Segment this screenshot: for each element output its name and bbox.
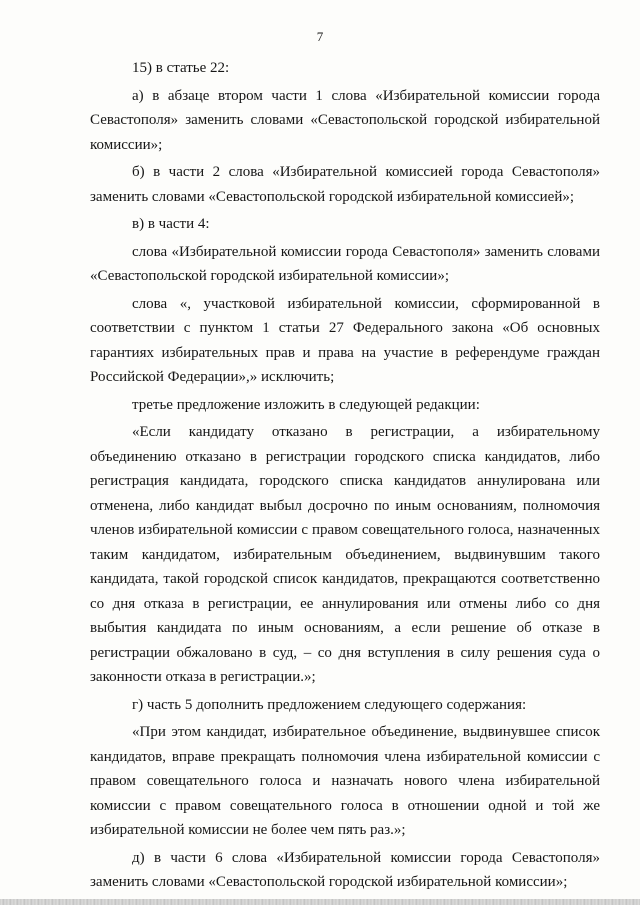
article-22-heading: 15) в статье 22: [132,60,230,76]
amendment-b: б) в части 2 слова «Избирательной комиссией города Севастополя» заменить словами «Севастопольской городской избирательной комиссией»; [90,164,600,205]
amendment-g-text: «При этом кандидат, избирательное объединение, выдвинувшее список кандидатов, вправе прекращать полномочия члена избирательной комиссии с правом совещательного голоса и назначать нового члена избирательной комиссии с правом совещательного голоса в отношении одной и той же избирательной комиссии не более чем пять раз.»; [90,724,600,838]
page-number: 7 [316,29,324,44]
scan-border-strip [0,899,640,905]
amendment-d: д) в части 6 слова «Избирательной комиссии города Севастополя» заменить словами «Севастопольской городской избирательной комиссии»; [90,849,600,890]
amendment-v-heading: в) в части 4: [132,216,210,232]
amendment-v-exclude-words: слова «, участковой избирательной комиссии, сформированной в соответствии с пунктом 1 статьи 27 Федерального закона «Об основных гарантиях избирательных прав и права на участие в референдуме граждан Российской Федерации»,» исключить; [90,295,600,385]
amendment-v-third-sentence-intro: третье предложение изложить в следующей редакции: [132,396,480,413]
amendment-g-heading: г) часть 5 дополнить предложением следующего содержания: [132,696,527,713]
document-body [90,56,600,895]
amendment-v-third-sentence-text: «Если кандидату отказано в регистрации, а избирательному объединению отказано в регистрации городского списка кандидатов, либо регистрация кандидата, городского списка кандидатов аннулирована или отменена, либо кандидат выбыл досрочно по иным основаниям, полномочия членов избирательной комиссии с правом совещательного голоса, назначенных таким кандидатом, избирательным объединением, выдвинувшим такого кандидата, такой городской список кандидатов, прекращаются соответственно со дня отказа в регистрации, ее аннулирования или отмены либо со дня выбытия кандидата по иным основаниям, а если решение об отказе в регистрации обжаловано в суд, – со дня вступления в силу решения суда о законности отказа в регистрации.»; [90,424,600,685]
amendment-v-replace-words: слова «Избирательной комиссии города Севастополя» заменить словами «Севастопольской городской избирательной комиссии»; [90,243,600,284]
amendment-a: а) в абзаце втором части 1 слова «Избирательной комиссии города Севастополя» заменить словами «Севастопольской городской избирательной комиссии»; [90,87,600,153]
